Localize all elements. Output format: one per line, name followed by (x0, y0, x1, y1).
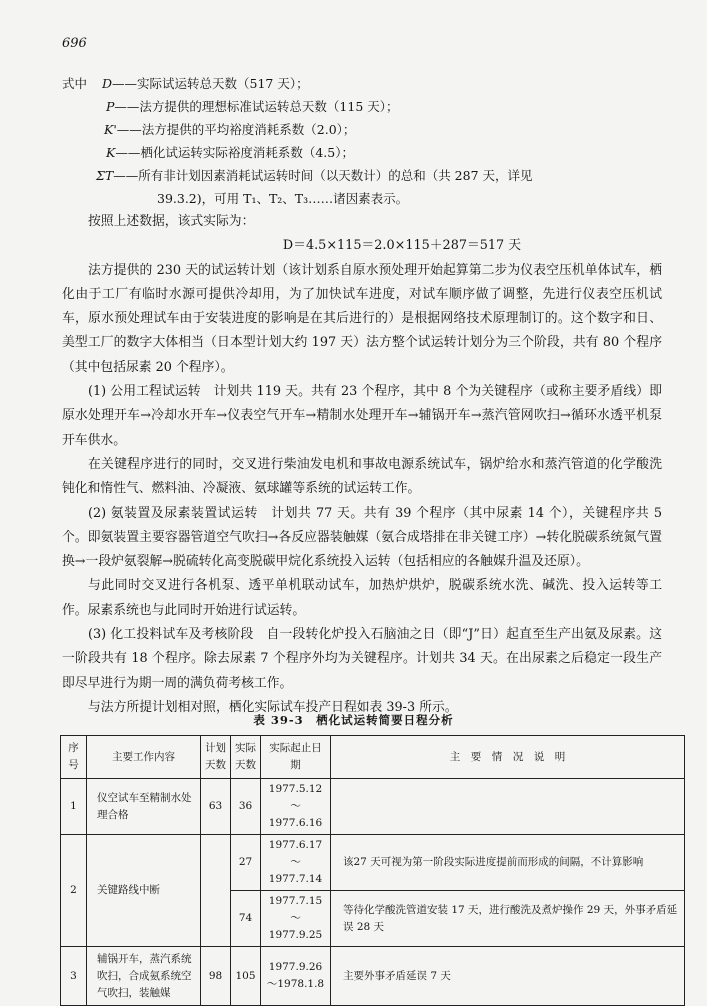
header-actual-days: 实际天数 (231, 736, 261, 779)
cell-remark: 该27 天可视为第一阶段实际进度提前而形成的间隔，不计算影响 (331, 835, 685, 891)
cell-plan: 63 (201, 779, 231, 835)
header-plan-days: 计划天数 (201, 736, 231, 779)
cell-plan: 98 (201, 947, 231, 1006)
date-end: ～1977.6.16 (268, 800, 323, 829)
date-start: 1977.5.12 (268, 783, 323, 795)
cell-seq: 2 (61, 835, 87, 947)
cell-remark: 主要外事矛盾延误 7 天 (331, 947, 685, 1006)
paragraph: 法方提供的 230 天的试运转计划（该计划系自原水预处理开始起算第二步为仪表空压机单体试车，栖化由于工厂有临时水源可提供冷却用，为了加快试车进度，对试车顺序做了调整，先进行仪表空压机试车，原水预处理试车由于安装进度的影响是在其后进行的）是根据网络技术原理制订的。这个数字和日、美型工厂的数字大体相当（日本型计划大约 197 天）法方整个试运转计划分为三个阶段，共有 80 个程序（其中包括尿素 20 个程序）。 (62, 262, 662, 375)
definition-symbol: D (102, 76, 113, 91)
cell-dates (261, 891, 331, 947)
definition-row (62, 141, 662, 164)
cell-work: 仪空试车至精制水处理合格 (87, 779, 201, 835)
table-row (61, 835, 685, 891)
date-start: 1977.7.15 (268, 895, 323, 907)
page-number: 696 (62, 36, 87, 51)
schedule-table (60, 735, 685, 1006)
header-work: 主要工作内容 (87, 736, 201, 779)
definition-desc: ——法方提供的理想标准试运转总天数（115 天）； (114, 99, 399, 114)
cell-dates (261, 947, 331, 1006)
paragraph: 与法方所提计划相对照，栖化实际试车投产日程如表 39-3 所示。 (88, 699, 458, 715)
body-text (62, 210, 662, 720)
cell-work: 关键路线中断 (87, 835, 201, 947)
table-header-row (61, 736, 685, 779)
cell-actual: 27 (231, 835, 261, 891)
date-start: 1977.9.26 (268, 961, 323, 973)
paragraph: (3) 化工投料试车及考核阶段 自一段转化炉投入石脑油之日（即“J”日）起直至生产出氨及尿素。这一阶段共有 18 个程序。除去尿素 7 个程序外均为关键程序。计划共 34 天。在出尿素之后稳定一段生产即尽早进行为期一周的满负荷考核工作。 (62, 627, 662, 691)
definition-row (62, 95, 662, 118)
paragraph: 在关键程序进行的同时，交叉进行柴油发电机和事故电源系统试车，锅炉给水和蒸汽管道的化学酸洗钝化和惰性气、燃料油、冷凝液、氨球罐等系统的试运转工作。 (62, 456, 662, 497)
definition-row (62, 118, 662, 141)
definition-symbol: P (106, 99, 115, 114)
table-title: 表 39-3 栖化试运转简要日程分析 (253, 713, 454, 727)
cell-seq: 3 (61, 947, 87, 1006)
definition-row (62, 72, 662, 95)
cell-actual: 74 (231, 891, 261, 947)
formula: D＝4.5×115＝2.0×115＋287＝517 天 (282, 238, 522, 254)
paragraph: (1) 公用工程试运转 计划共 119 天。共有 23 个程序，其中 8 个为关键程序（或称主要矛盾线）即原水处理开车→冷却水开车→仪表空气开车→精制水处理开车→辅锅开车→蒸汽管网吹扫→循环水透平机泵开车供水。 (62, 384, 662, 448)
definition-symbol: ΣT (96, 168, 114, 183)
definition-desc: ——栖化试运转实际裕度消耗系数（4.5）； (115, 145, 354, 160)
cell-dates (261, 835, 331, 891)
definition-desc: ——法方提供的平均裕度消耗系数（2.0）； (116, 122, 356, 137)
cell-remark (331, 779, 685, 835)
intro-line: 按照上述数据，该式实际为： (88, 214, 255, 229)
definition-desc: ——所有非计划因素消耗试运转时间（以天数计）的总和（共 287 天，详见 (113, 168, 533, 183)
cell-actual: 105 (231, 947, 261, 1006)
definition-continuation: 39.3.2)，可用 T₁、T₂、T₃……诸因素表示。 (157, 191, 409, 206)
definition-row (62, 164, 662, 187)
symbol-definitions (62, 72, 662, 210)
definition-desc: ——实际试运转总天数（517 天）； (112, 76, 309, 91)
cell-plan (201, 835, 231, 947)
date-end: ～1977.9.25 (268, 912, 323, 941)
paragraph: 与此同时交叉进行各机泵、透平单机联动试车，加热炉烘炉，脱碳系统水洗、碱洗、投入运转等工作。尿素系统也与此同时开始进行试运转。 (62, 578, 662, 618)
cell-work: 辅锅开车，蒸汽系统吹扫，合成氨系统空气吹扫，装触媒 (87, 947, 201, 1006)
paragraph: (2) 氨装置及尿素装置试运转 计划共 77 天。共有 39 个程序（其中尿素 14 个），关键程序共 5 个。即氨装置主要容器管道空气吹扫→各反应器装触媒（氨合成塔排在非关键工序）→转化脱碳系统氮气置换→一段炉氨裂解→脱硫转化高变脱碳甲烷化系统投入运转（包括相应的各触媒升温及还原）。 (62, 505, 662, 570)
definition-symbol: K' (104, 122, 117, 137)
definition-lead: 式中 (62, 76, 88, 91)
date-start: 1977.6.17 (268, 839, 323, 851)
table-row (61, 947, 685, 1006)
date-end: ～1978.1.8 (266, 978, 325, 990)
cell-actual: 36 (231, 779, 261, 835)
cell-remark: 等待化学酸洗管道安装 17 天，进行酸洗及煮炉操作 29 天，外事矛盾延误 28 天 (331, 891, 685, 947)
cell-dates (261, 779, 331, 835)
header-seq: 序号 (61, 736, 87, 779)
date-end: ～1977.7.14 (268, 856, 323, 885)
table-row (61, 779, 685, 835)
header-dates: 实际起止日期 (261, 736, 331, 779)
cell-seq: 1 (61, 779, 87, 835)
definition-symbol: K (106, 145, 116, 160)
header-remarks: 主 要 情 况 说 明 (331, 736, 685, 779)
